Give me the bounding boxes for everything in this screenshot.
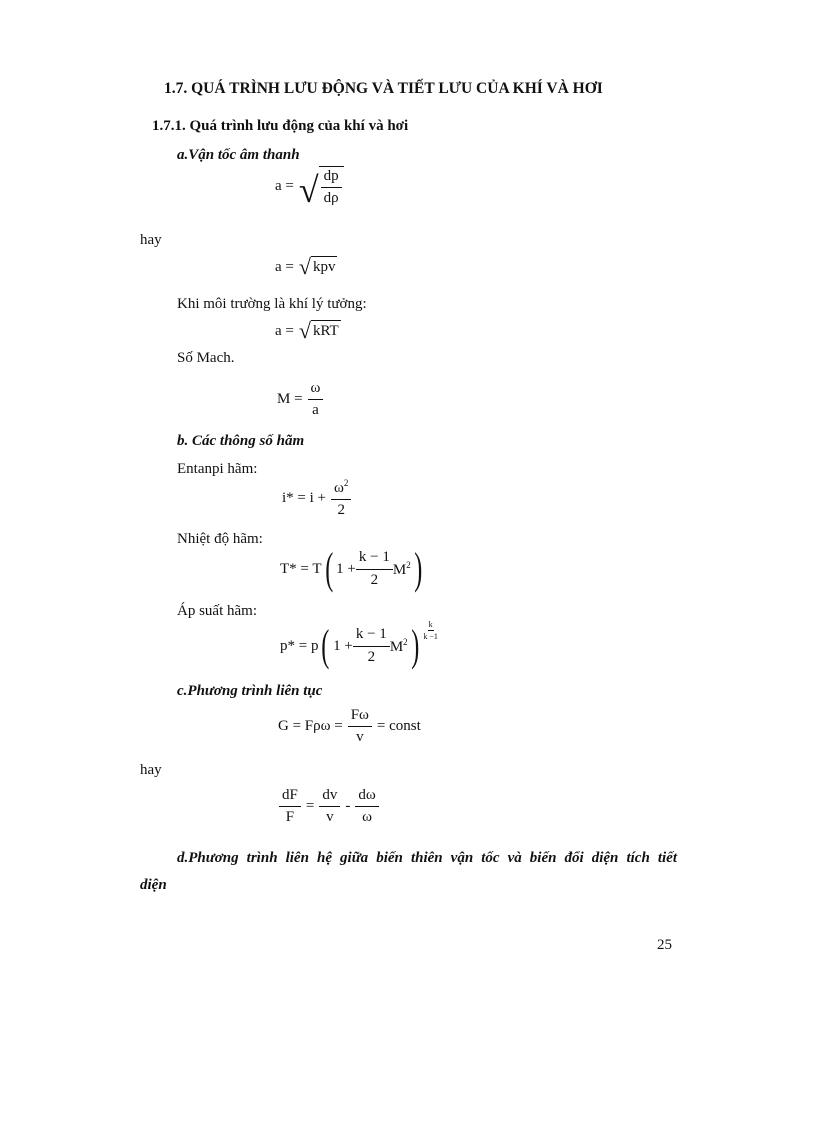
fraction [279, 787, 301, 827]
formula-term: 1 + [336, 560, 356, 577]
page-number: 25 [657, 937, 672, 953]
formula-lhs: i* = i + [282, 490, 327, 507]
text-enthalpy: Entanpi hãm: [177, 461, 258, 477]
sqrt-radical: √ kRT [298, 318, 339, 343]
text-temperature: Nhiệt độ hãm: [177, 531, 263, 547]
fraction-denominator: 2 [337, 502, 345, 519]
formula-lhs: a = [275, 178, 294, 195]
formula-lhs: a = [275, 258, 294, 275]
fraction-denominator: a [312, 402, 319, 419]
fraction [348, 707, 372, 747]
formula-rhs: = const [376, 718, 421, 735]
text-hay: hay [140, 232, 162, 248]
fraction-numerator: ω [308, 380, 324, 400]
superscript: 2 [406, 559, 411, 570]
formula-sound-speed-kpv [275, 256, 337, 278]
fraction-denominator: 2 [367, 648, 376, 665]
formula-lhs: a = [275, 322, 294, 339]
text-pressure: Áp suất hãm: [177, 603, 257, 619]
fraction-numerator: k − 1 [356, 549, 393, 569]
exponent-fraction [422, 620, 439, 641]
heading-d-cont: diện [140, 877, 167, 893]
superscript: 2 [343, 478, 349, 488]
fraction [331, 478, 351, 520]
radicand: kRT [311, 320, 341, 342]
equals-sign: = [305, 798, 315, 815]
formula-stagnation-enthalpy [282, 478, 351, 520]
heading-b: b. Các thông số hãm [177, 433, 305, 449]
fraction-numerator: k − 1 [353, 626, 390, 646]
fraction-numerator: dv [319, 787, 340, 807]
mach-symbol: M [389, 638, 404, 655]
right-paren: ) [410, 621, 420, 670]
left-paren: ( [324, 544, 333, 593]
fraction [353, 626, 390, 666]
formula-stagnation-temperature [280, 544, 425, 593]
fraction [308, 380, 324, 420]
fraction [321, 168, 342, 208]
sqrt-radical: √ $\frac{dp}{d\rho}$ [299, 166, 344, 208]
formula-sound-speed-krt [275, 320, 341, 342]
formula-lhs: p* = p [280, 637, 319, 654]
exponent-denominator: k −1 [423, 632, 438, 642]
fraction-denominator: 2 [370, 571, 379, 588]
heading-a: a.Vận tốc âm thanh [177, 147, 300, 163]
fraction-denominator: ω [362, 809, 372, 826]
mach-symbol: M [392, 561, 407, 578]
formula-term: 1 + [333, 637, 353, 654]
fraction [355, 787, 378, 827]
fraction [319, 787, 340, 827]
superscript: 2 [403, 636, 408, 647]
fraction-numerator: Fω [348, 707, 372, 727]
fraction-numerator: dF [279, 787, 301, 807]
formula-stagnation-pressure [280, 620, 439, 670]
radicand: kpv [311, 256, 338, 278]
section-heading: 1.7. QUÁ TRÌNH LƯU ĐỘNG VÀ TIẾT LƯU CỦA KHÍ VÀ HƠI [164, 80, 603, 97]
text-ideal-gas: Khi môi trường là khí lý tưởng: [177, 296, 367, 312]
fraction [356, 549, 393, 589]
fraction-denominator: F [285, 809, 295, 826]
minus-sign: - [345, 798, 351, 815]
formula-lhs: G = Fρω = [278, 718, 343, 735]
formula-lhs: M = [277, 391, 303, 408]
heading-c: c.Phương trình liên tục [177, 683, 323, 699]
fraction-numerator: dp [321, 168, 342, 188]
fraction-numerator: ω [334, 480, 344, 496]
subsection-heading: 1.7.1. Quá trình lưu động của khí và hơi [152, 118, 409, 134]
formula-continuity [278, 707, 421, 747]
formula-continuity-differential [279, 787, 379, 827]
left-paren: ( [321, 621, 330, 670]
formula-lhs: T* = T [280, 560, 322, 577]
fraction-denominator: dρ [323, 190, 339, 207]
fraction-denominator: v [326, 809, 334, 826]
formula-mach [277, 380, 323, 420]
text-hay-2: hay [140, 762, 162, 778]
fraction-numerator: dω [355, 787, 378, 807]
heading-d: d.Phương trình liên hệ giữa biến thiên vận tốc và biến đổi diện tích tiết [177, 850, 677, 866]
sqrt-radical: √ kpv [298, 254, 336, 279]
formula-sound-speed [275, 166, 344, 208]
exponent-numerator: k [428, 620, 434, 631]
right-paren: ) [414, 544, 423, 593]
text-mach: Số Mach. [177, 350, 235, 366]
fraction-denominator: v [356, 729, 364, 746]
